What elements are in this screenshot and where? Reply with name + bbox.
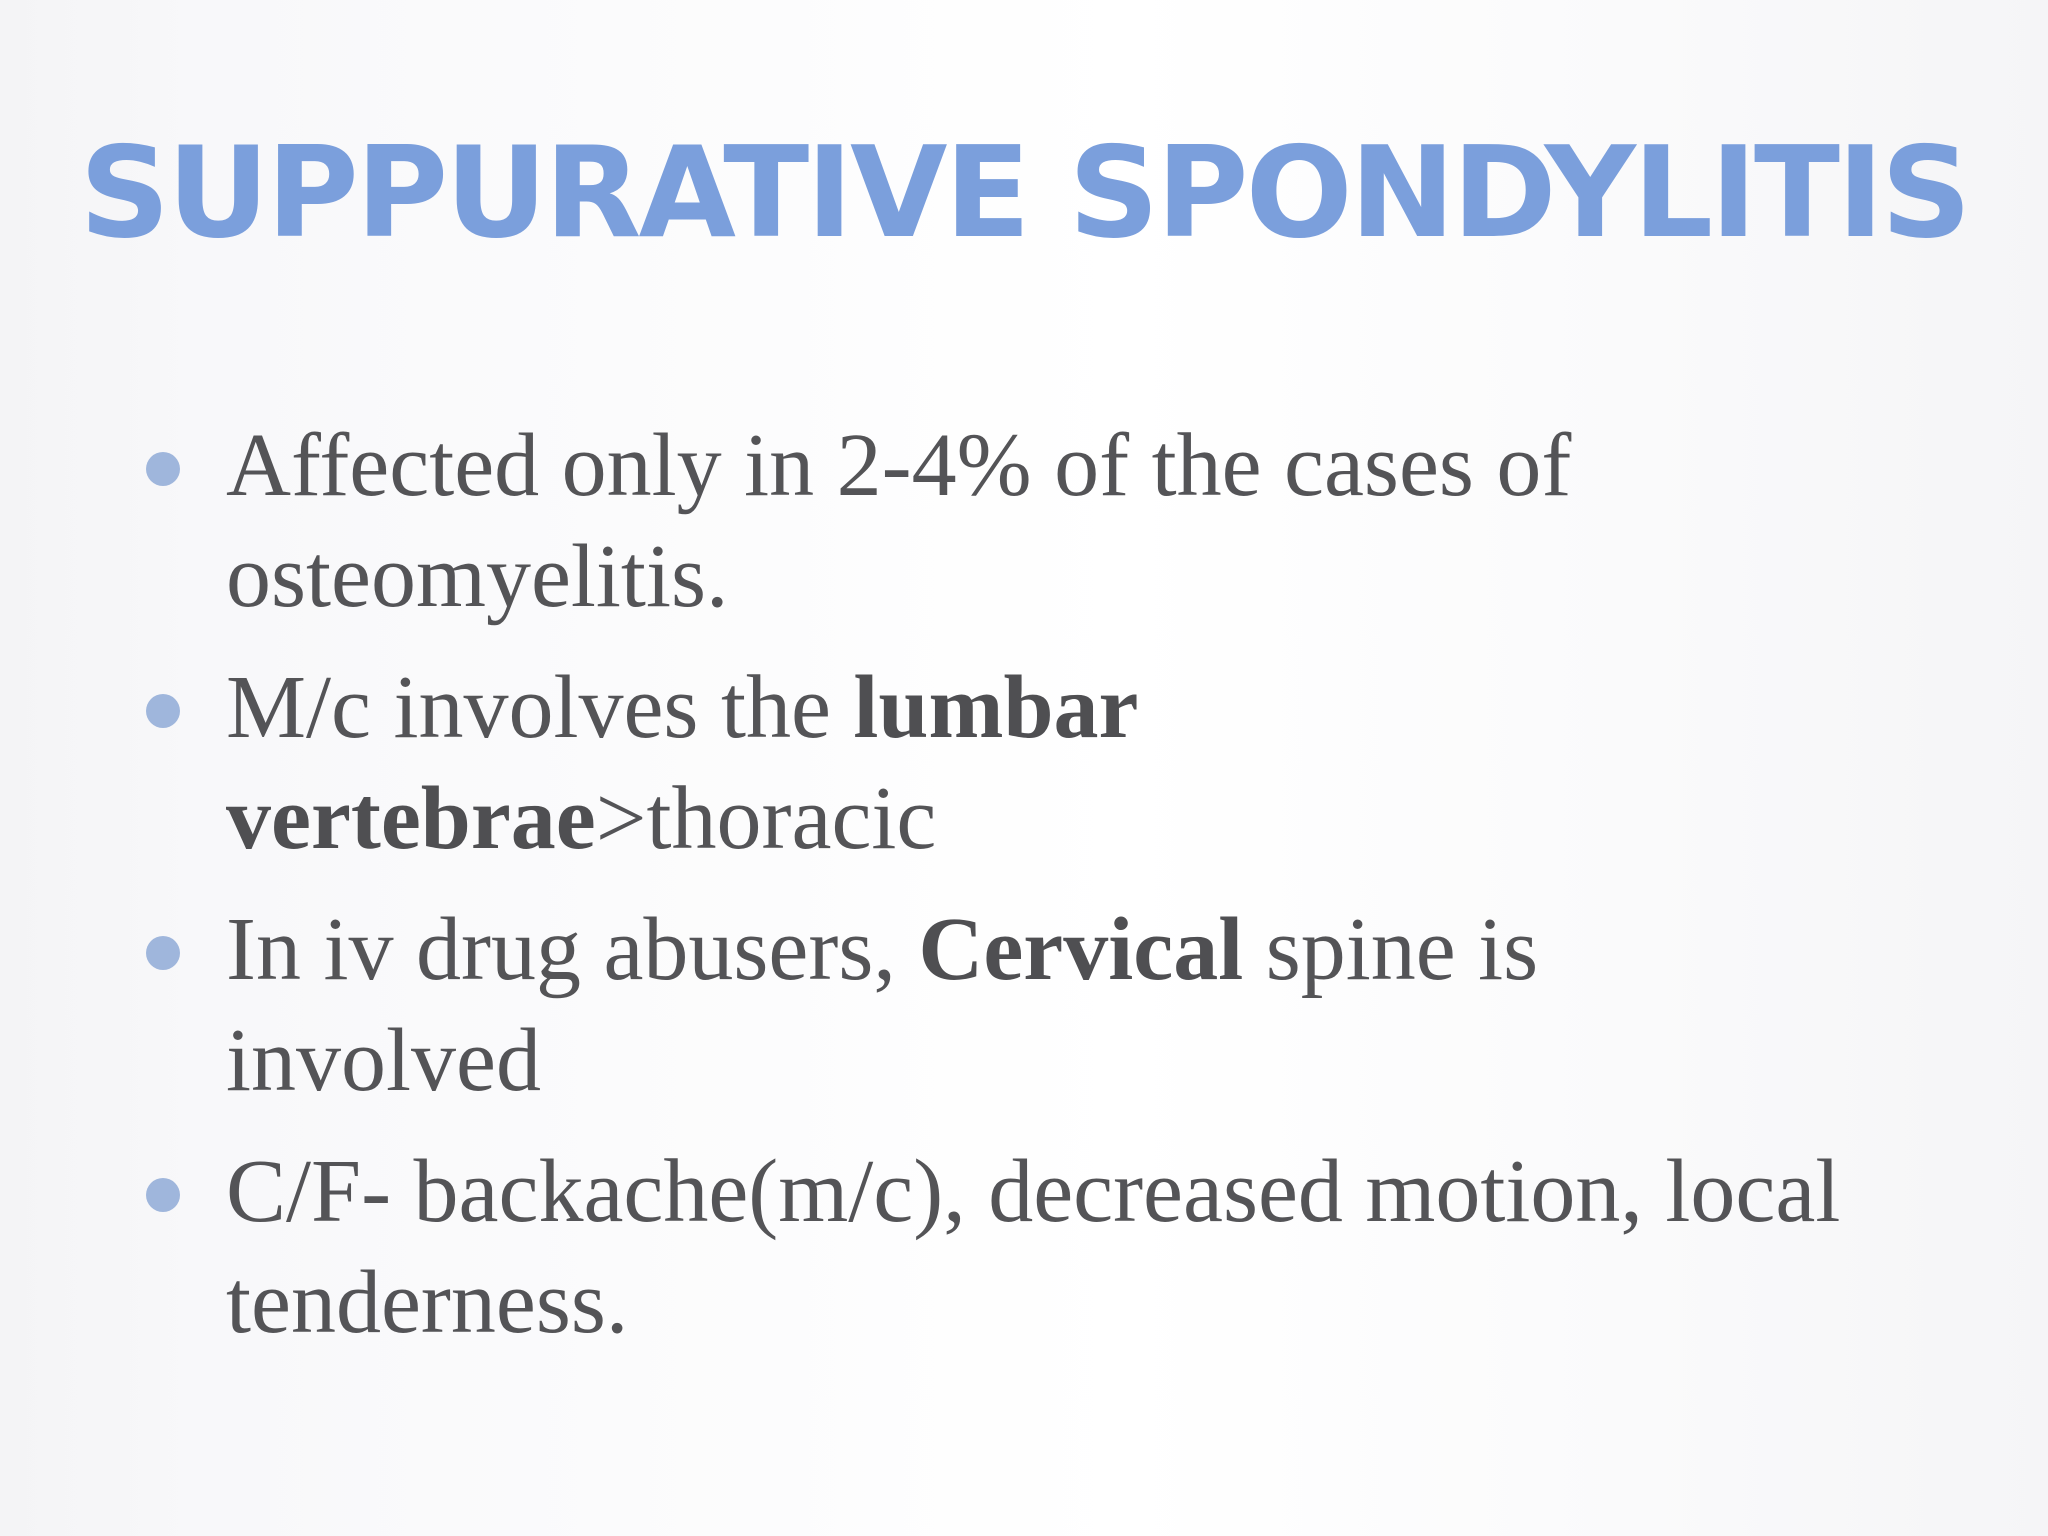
bullet-item — [0, 652, 1846, 874]
bullet-item — [0, 410, 1846, 632]
bullet-text: spine is involved — [226, 900, 1539, 1110]
bullet-text: Affected only in 2-4% of the cases of osteomyelitis. — [226, 416, 1572, 626]
bullet-dot-icon — [146, 452, 180, 486]
bullet-dot-icon — [146, 936, 180, 970]
slide-title: SUPPURATIVE SPONDYLITIS — [79, 119, 1969, 266]
bullet-text: In iv drug abusers, — [226, 900, 919, 999]
bullet-text: C/F- backache(m/c), decreased motion, local tenderness. — [226, 1142, 1841, 1352]
bullet-item — [0, 1136, 1846, 1358]
bullet-text-bold: lumbar vertebrae — [226, 658, 1137, 868]
bullet-list — [0, 410, 2048, 1378]
bullet-dot-icon — [146, 694, 180, 728]
bullet-text-bold: Cervical — [918, 900, 1244, 999]
bullet-dot-icon — [146, 1178, 180, 1212]
bullet-text: >thoracic — [595, 769, 937, 868]
bullet-text: M/c involves the — [226, 658, 854, 757]
bullet-item — [0, 894, 1846, 1116]
